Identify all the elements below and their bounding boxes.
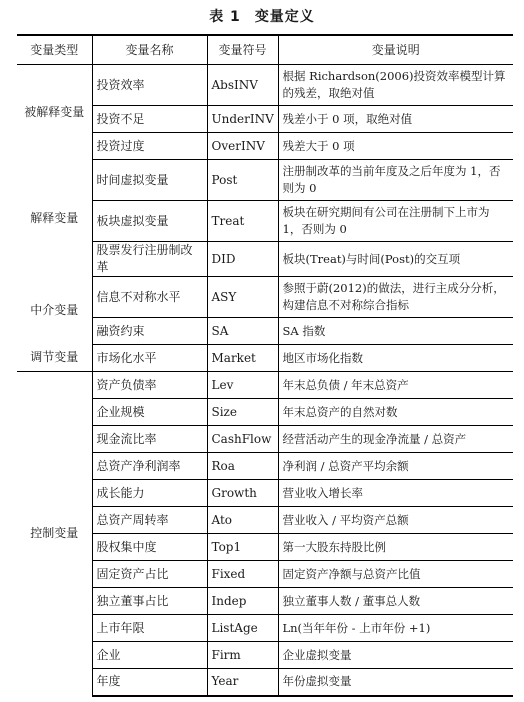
variable-name-cell: 年度 (92, 669, 207, 696)
variable-symbol-cell: CashFlow (207, 426, 278, 453)
table-row (17, 561, 513, 588)
variable-symbol-cell: Market (207, 345, 278, 372)
variable-symbol-cell: Lev (207, 372, 278, 399)
header-variable-name: 变量名称 (92, 35, 207, 65)
variable-description-cell: 独立董事人数 / 董事总人数 (278, 588, 513, 615)
variable-description-cell: 板块(Treat)与时间(Post)的交互项 (278, 242, 513, 277)
variable-description-cell: 残差小于 0 项，取绝对值 (278, 106, 513, 133)
variable-symbol-cell: Indep (207, 588, 278, 615)
variable-symbol-cell: Growth (207, 480, 278, 507)
header-variable-symbol: 变量符号 (207, 35, 278, 65)
variable-name-cell: 现金流比率 (92, 426, 207, 453)
variable-description-cell: 残差大于 0 项 (278, 133, 513, 160)
variable-symbol-cell: Year (207, 669, 278, 696)
variable-name-cell: 信息不对称水平 (92, 277, 207, 318)
table-row (17, 372, 513, 399)
variable-definition-table (17, 34, 513, 697)
variable-name-cell: 资产负债率 (92, 372, 207, 399)
variable-symbol-cell: Firm (207, 642, 278, 669)
variable-type-cell: 解释变量 (30, 210, 79, 225)
variable-name-cell: 总资产周转率 (92, 507, 207, 534)
table-row (17, 453, 513, 480)
table-row (17, 277, 513, 318)
table-row (17, 318, 513, 345)
variable-description-cell: 年末总负债 / 年末总资产 (278, 372, 513, 399)
variable-name-cell: 板块虚拟变量 (92, 201, 207, 242)
variable-description-cell: 经营活动产生的现金净流量 / 总资产 (278, 426, 513, 453)
variable-name-cell: 独立董事占比 (92, 588, 207, 615)
table-row (17, 201, 513, 242)
table-row (17, 345, 513, 372)
table-row (17, 669, 513, 696)
table-row (17, 588, 513, 615)
variable-type-cell: 调节变量 (17, 345, 92, 372)
table-row (17, 106, 513, 133)
table-row (17, 615, 513, 642)
variable-symbol-cell: SA (207, 318, 278, 345)
variable-type-cell: 控制变量 (30, 526, 79, 541)
variable-description-cell: 年末总资产的自然对数 (278, 399, 513, 426)
variable-description-cell: 营业收入增长率 (278, 480, 513, 507)
variable-description-cell: 年份虚拟变量 (278, 669, 513, 696)
variable-name-cell: 投资效率 (92, 65, 207, 106)
table-row (17, 242, 513, 277)
table-row (17, 507, 513, 534)
variable-symbol-cell: Size (207, 399, 278, 426)
variable-description-cell: 净利润 / 总资产平均余额 (278, 453, 513, 480)
variable-symbol-cell: Fixed (207, 561, 278, 588)
variable-symbol-cell: Roa (207, 453, 278, 480)
variable-symbol-cell: ListAge (207, 615, 278, 642)
variable-name-cell: 股权集中度 (92, 534, 207, 561)
variable-symbol-cell: Post (207, 160, 278, 201)
variable-description-cell: 第一大股东持股比例 (278, 534, 513, 561)
table-caption (0, 6, 524, 26)
variable-symbol-cell: AbsINV (207, 65, 278, 106)
variable-symbol-cell: Top1 (207, 534, 278, 561)
variable-description-cell: 企业虚拟变量 (278, 642, 513, 669)
table-row (17, 399, 513, 426)
variable-name-cell: 市场化水平 (92, 345, 207, 372)
table-title: 变量定义 (254, 9, 315, 25)
header-variable-type: 变量类型 (17, 35, 92, 65)
variable-symbol-cell: OverINV (207, 133, 278, 160)
variable-description-cell: 注册制改革的当前年度及之后年度为 1，否则为 0 (278, 160, 513, 201)
variable-name-cell: 固定资产占比 (92, 561, 207, 588)
variable-name-cell: 总资产净利润率 (92, 453, 207, 480)
table-row (17, 133, 513, 160)
variable-name-cell: 时间虚拟变量 (92, 160, 207, 201)
variable-name-cell: 融资约束 (92, 318, 207, 345)
header-variable-description: 变量说明 (278, 35, 513, 65)
variable-name-cell: 上市年限 (92, 615, 207, 642)
table-row (17, 480, 513, 507)
variable-description-cell: 板块在研究期间有公司在注册制下上市为 1，否则为 0 (278, 201, 513, 242)
variable-type-cell: 被解释变量 (24, 104, 85, 119)
table-row (17, 160, 513, 201)
variable-name-cell: 股票发行注册制改革 (92, 242, 207, 277)
variable-description-cell: 营业收入 / 平均资产总额 (278, 507, 513, 534)
variable-name-cell: 投资不足 (92, 106, 207, 133)
table-row (17, 534, 513, 561)
variable-description-cell: 根据 Richardson(2006)投资效率模型计算的残差，取绝对值 (278, 65, 513, 106)
variable-name-cell: 投资过度 (92, 133, 207, 160)
table-row (17, 642, 513, 669)
variable-name-cell: 成长能力 (92, 480, 207, 507)
variable-name-cell: 企业 (92, 642, 207, 669)
variable-description-cell: 地区市场化指数 (278, 345, 513, 372)
variable-symbol-cell: ASY (207, 277, 278, 318)
variable-description-cell: SA 指数 (278, 318, 513, 345)
variable-symbol-cell: UnderINV (207, 106, 278, 133)
table-header-row (17, 35, 513, 65)
variable-symbol-cell: Treat (207, 201, 278, 242)
table-number: 表 1 (209, 9, 241, 25)
variable-symbol-cell: DID (207, 242, 278, 277)
table-row (17, 426, 513, 453)
variable-type-cell: 中介变量 (30, 303, 79, 317)
variable-description-cell: Ln(当年年份 - 上市年份 +1) (278, 615, 513, 642)
variable-symbol-cell: Ato (207, 507, 278, 534)
table-row (17, 65, 513, 106)
variable-description-cell: 固定资产净额与总资产比值 (278, 561, 513, 588)
variable-description-cell: 参照于蔚(2012)的做法，进行主成分分析，构建信息不对称综合指标 (278, 277, 513, 318)
table-body (17, 65, 513, 696)
variable-name-cell: 企业规模 (92, 399, 207, 426)
